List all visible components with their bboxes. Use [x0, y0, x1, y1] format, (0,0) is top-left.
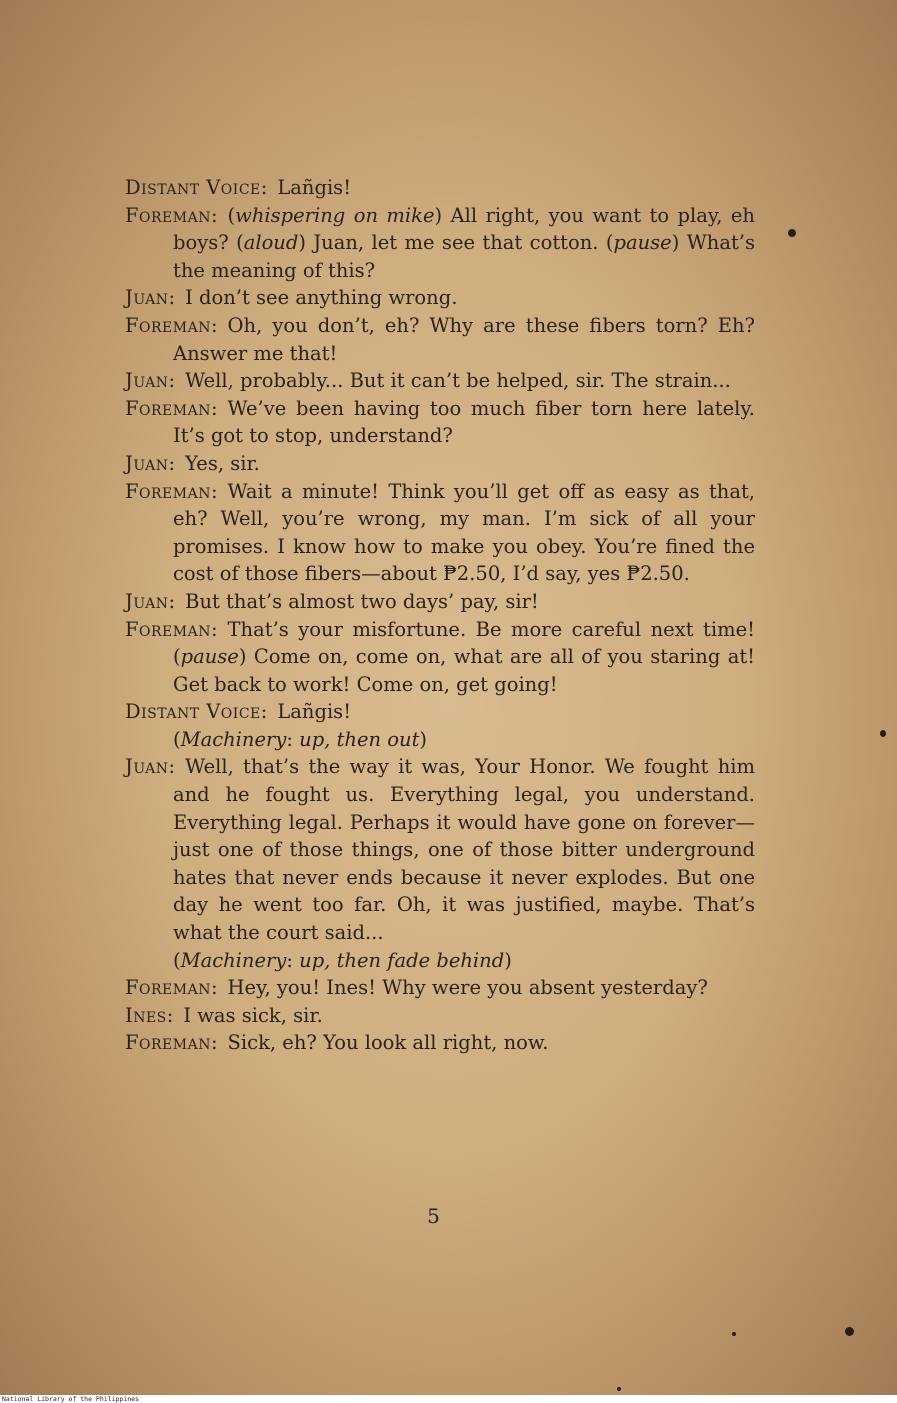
line-text: ) Come on, come on, what are all of you staring at! Get back to work! Come on, get going!: [173, 645, 755, 696]
speaker-colon: :: [168, 286, 176, 310]
play-script: [125, 174, 755, 1057]
dialogue-line: [125, 753, 755, 946]
speaker-name: Foreman: [125, 203, 211, 227]
dialogue-line: [125, 974, 755, 1002]
line-text: Oh, you don’t, eh? Why are these fibers torn? Eh? Answer me that!: [173, 313, 755, 365]
line-text: (: [173, 948, 181, 972]
italic-text: Machinery: [180, 727, 287, 751]
speaker-name: Juan: [125, 286, 169, 310]
ink-spot: [880, 730, 886, 737]
dialogue-line: [125, 395, 755, 450]
page-number: 5: [427, 1204, 440, 1228]
line-text: ) All right, you want to play, eh boys? (: [173, 203, 755, 255]
dialogue-line: [125, 450, 755, 478]
speaker-name: Foreman: [125, 313, 211, 337]
speaker-name: Juan: [125, 451, 169, 475]
dialogue-line: [125, 588, 755, 616]
italic-text: up, then out: [299, 727, 420, 751]
line-text: But that’s almost two days’ pay, sir!: [185, 589, 539, 613]
line-text: Lañgis!: [277, 700, 352, 724]
stage-direction: [125, 726, 755, 754]
italic-text: whispering on mike: [235, 203, 435, 227]
line-text: Wait a minute! Think you’ll get off as easy as that, eh? Well, you’re wrong, my man. I’m sick of all your promises. I know how to make you obey. You’re fined the cost of those fibers—about ₱2.50, I’d say, yes ₱2.50.: [173, 479, 755, 586]
italic-text: pause: [180, 645, 239, 669]
speaker-colon: :: [210, 617, 218, 641]
footer-credit: National Library of the Philippines: [2, 1395, 139, 1403]
speaker-colon: :: [210, 203, 218, 227]
dialogue-line: [125, 284, 755, 312]
speaker-colon: :: [210, 976, 218, 1000]
speaker-name: Juan: [125, 369, 169, 393]
speaker-name: Foreman: [125, 617, 211, 641]
speaker-colon: :: [168, 369, 176, 393]
line-text: Well, that’s the way it was, Your Honor. We fought him and he fought us. Everything legal, you understand. Everything legal. Perhaps it would have gone on forever—just one of those things, one of those bitter underground hates that never ends because it never explodes. But one day he went too far. Oh, it was justified, maybe. That’s what the court said...: [173, 755, 755, 945]
speaker-name: Foreman: [125, 479, 211, 503]
speaker-colon: :: [168, 451, 176, 475]
line-text: I don’t see anything wrong.: [185, 286, 458, 310]
speaker-colon: :: [210, 1031, 218, 1055]
line-text: We’ve been having too much fiber torn here lately. It’s got to stop, understand?: [173, 396, 755, 448]
speaker-name: Ines: [125, 1003, 167, 1027]
line-text: ): [504, 948, 512, 972]
stage-direction: [125, 947, 755, 975]
dialogue-line: [125, 312, 755, 367]
line-text: That’s your misfortune. Be more careful next time! (: [173, 617, 755, 669]
line-text: ) Juan, let me see that cotton. (: [298, 231, 614, 255]
ink-spot: [732, 1332, 736, 1336]
speaker-colon: :: [210, 396, 218, 420]
speaker-name: Foreman: [125, 396, 211, 420]
speaker-colon: :: [168, 589, 176, 613]
speaker-name: Distant Voice: [125, 700, 261, 724]
speaker-colon: :: [168, 755, 176, 779]
italic-text: pause: [613, 231, 672, 255]
line-text: I was sick, sir.: [183, 1003, 323, 1027]
line-text: Well, probably... But it can’t be helped, sir. The strain...: [185, 369, 731, 393]
line-text: Yes, sir.: [185, 451, 260, 475]
speaker-colon: :: [260, 700, 268, 724]
line-text: :: [286, 948, 300, 972]
dialogue-line: [125, 698, 755, 726]
speaker-name: Foreman: [125, 976, 211, 1000]
speaker-colon: :: [210, 479, 218, 503]
italic-text: Machinery: [180, 948, 287, 972]
dialogue-line: [125, 478, 755, 588]
line-text: (: [173, 727, 181, 751]
speaker-name: Distant Voice: [125, 176, 261, 199]
ink-spot: [617, 1387, 621, 1391]
line-text: Lañgis!: [277, 176, 352, 199]
line-text: ) What’s the meaning of this?: [173, 231, 755, 282]
line-text: (: [227, 203, 236, 227]
speaker-colon: :: [210, 313, 218, 337]
speaker-colon: :: [260, 176, 268, 199]
line-text: ): [419, 727, 428, 751]
speaker-name: Foreman: [125, 1031, 211, 1055]
dialogue-line: [125, 202, 755, 285]
line-text: Hey, you! Ines! Why were you absent yesterday?: [227, 976, 708, 1000]
dialogue-line: [125, 1002, 755, 1030]
line-text: Sick, eh? You look all right, now.: [227, 1031, 549, 1055]
italic-text: aloud: [243, 231, 299, 255]
speaker-colon: :: [166, 1003, 174, 1027]
dialogue-line: [125, 174, 755, 202]
speaker-name: Juan: [125, 755, 169, 779]
italic-text: up, then fade behind: [299, 948, 505, 972]
dialogue-line: [125, 367, 755, 395]
speaker-name: Juan: [125, 589, 169, 613]
dialogue-line: [125, 1029, 755, 1057]
dialogue-line: [125, 616, 755, 699]
line-text: :: [286, 727, 300, 751]
ink-spot: [845, 1327, 854, 1336]
ink-spot: [788, 229, 796, 237]
